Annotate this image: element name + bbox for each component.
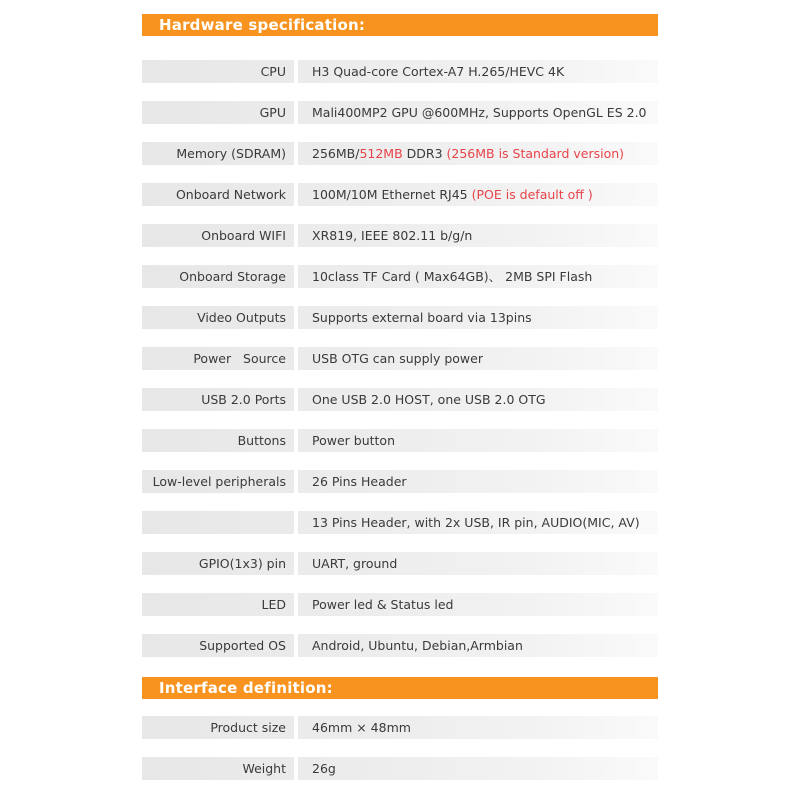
spec-label: Product size bbox=[210, 720, 286, 735]
row-divider bbox=[294, 757, 298, 780]
spec-label: Video Outputs bbox=[197, 310, 286, 325]
spec-row-13-pins bbox=[142, 511, 658, 534]
spec-value: Supports external board via 13pins bbox=[312, 310, 532, 325]
spec-value: Mali400MP2 GPU @600MHz, Supports OpenGL ES 2.0 bbox=[312, 105, 647, 120]
spec-row-memory bbox=[142, 142, 658, 165]
row-divider bbox=[294, 224, 298, 247]
spec-label: Buttons bbox=[237, 433, 286, 448]
spec-label: Supported OS bbox=[199, 638, 286, 653]
spec-value: UART, ground bbox=[312, 556, 398, 571]
spec-label: Onboard WIFI bbox=[201, 228, 286, 243]
spec-row-usb bbox=[142, 388, 658, 411]
spec-label: Weight bbox=[242, 761, 286, 776]
spec-row-power bbox=[142, 347, 658, 370]
interface-definition-header: Interface definition: bbox=[142, 677, 658, 699]
spec-row-wifi bbox=[142, 224, 658, 247]
spec-value bbox=[312, 183, 593, 206]
hardware-specification-header: Hardware specification: bbox=[142, 14, 658, 36]
spec-value: 26g bbox=[312, 761, 336, 776]
memory-type: DDR3 bbox=[402, 146, 447, 161]
spec-value: Power led & Status led bbox=[312, 597, 454, 612]
row-divider bbox=[294, 142, 298, 165]
spec-label: Memory (SDRAM) bbox=[176, 146, 286, 161]
poe-note: (POE is default off ) bbox=[471, 187, 593, 202]
row-divider bbox=[294, 306, 298, 329]
spec-row-network bbox=[142, 183, 658, 206]
spec-value: Power button bbox=[312, 433, 395, 448]
memory-option-highlight: 512MB bbox=[359, 146, 403, 161]
spec-label: GPIO(1x3) pin bbox=[198, 556, 286, 571]
spec-label: Power Source bbox=[193, 351, 286, 366]
row-divider bbox=[294, 552, 298, 575]
spec-label: Low-level peripherals bbox=[152, 474, 286, 489]
row-divider bbox=[294, 101, 298, 124]
memory-base: 256MB/ bbox=[312, 146, 360, 161]
spec-row-low-level-peripherals bbox=[142, 470, 658, 493]
spec-label: GPU bbox=[259, 105, 286, 120]
spec-row-product-size bbox=[142, 716, 658, 739]
spec-value: XR819, IEEE 802.11 b/g/n bbox=[312, 228, 473, 243]
row-divider bbox=[294, 511, 298, 534]
spec-label: Onboard Storage bbox=[179, 269, 286, 284]
spec-row-gpio bbox=[142, 552, 658, 575]
spec-value bbox=[312, 142, 624, 165]
spec-row-gpu bbox=[142, 101, 658, 124]
spec-row-buttons bbox=[142, 429, 658, 452]
row-divider bbox=[294, 429, 298, 452]
spec-value: 10class TF Card ( Max64GB)、 2MB SPI Flash bbox=[312, 269, 593, 284]
row-divider bbox=[294, 265, 298, 288]
row-divider bbox=[294, 347, 298, 370]
row-divider bbox=[294, 388, 298, 411]
row-divider bbox=[294, 716, 298, 739]
spec-value: 46mm × 48mm bbox=[312, 720, 411, 735]
spec-label: Onboard Network bbox=[175, 187, 286, 202]
spec-label: USB 2.0 Ports bbox=[201, 392, 286, 407]
spec-row-cpu bbox=[142, 60, 658, 83]
row-divider bbox=[294, 60, 298, 83]
row-divider bbox=[294, 634, 298, 657]
spec-row-storage bbox=[142, 265, 658, 288]
spec-value: 26 Pins Header bbox=[312, 474, 407, 489]
memory-standard-note: (256MB is Standard version) bbox=[446, 146, 625, 161]
spec-row-led bbox=[142, 593, 658, 616]
spec-row-weight bbox=[142, 757, 658, 780]
spec-value: 13 Pins Header, with 2x USB, IR pin, AUDIO(MIC, AV) bbox=[312, 515, 640, 530]
network-ethernet: 100M/10M Ethernet RJ45 bbox=[312, 187, 472, 202]
spec-label: CPU bbox=[260, 64, 286, 79]
spec-row-supported-os bbox=[142, 634, 658, 657]
spec-value: USB OTG can supply power bbox=[312, 351, 483, 366]
row-divider bbox=[294, 183, 298, 206]
spec-value: Android, Ubuntu, Debian,Armbian bbox=[312, 638, 523, 653]
row-divider bbox=[294, 470, 298, 493]
spec-value: One USB 2.0 HOST, one USB 2.0 OTG bbox=[312, 392, 546, 407]
spec-value: H3 Quad-core Cortex-A7 H.265/HEVC 4K bbox=[312, 64, 565, 79]
row-divider bbox=[294, 593, 298, 616]
spec-label: LED bbox=[261, 597, 286, 612]
spec-row-video bbox=[142, 306, 658, 329]
